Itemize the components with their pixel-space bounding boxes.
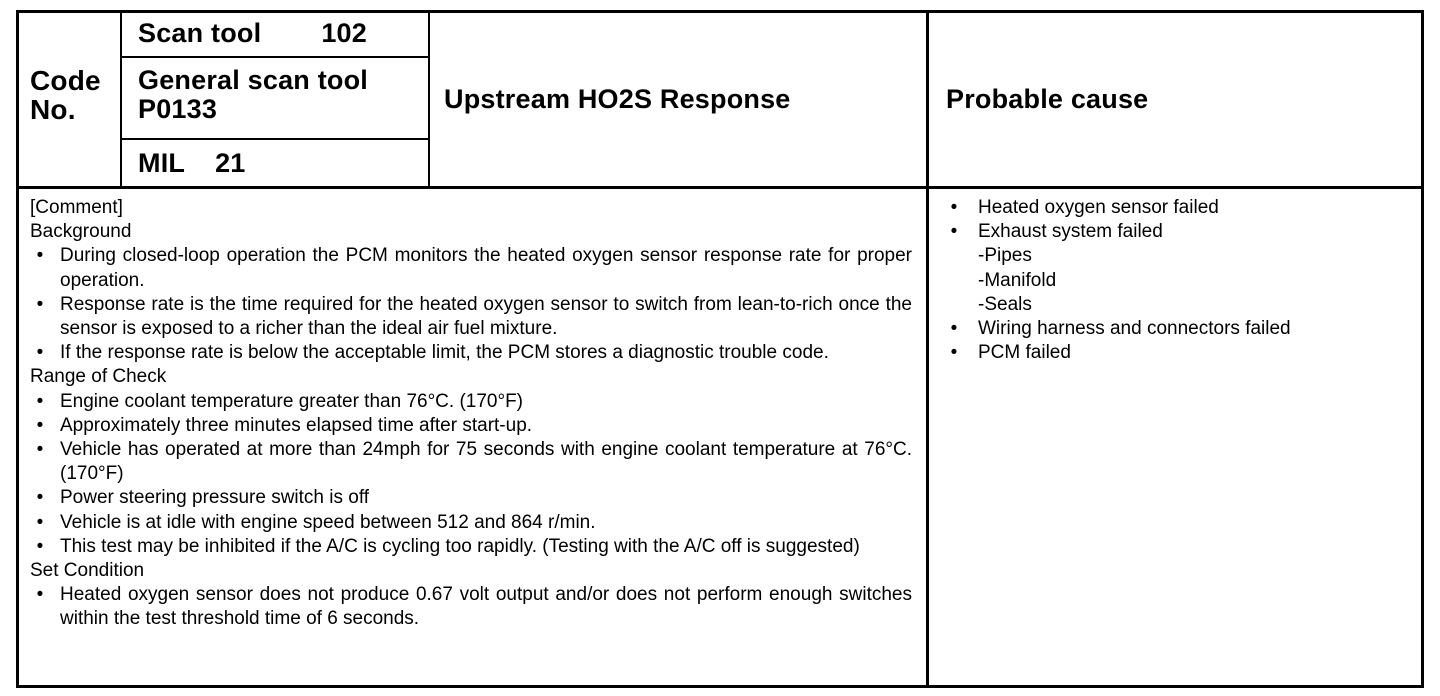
bullet-icon: • <box>950 318 958 340</box>
list-item-text: Response rate is the time required for the heated oxygen sensor to switch from lean-to-rich once the sensor is exposed to a richer than the ideal air fuel mixture. <box>60 293 912 340</box>
list-item-text: Exhaust system failed <box>978 221 1163 243</box>
bullet-icon: • <box>950 197 958 218</box>
divider <box>120 56 430 58</box>
scan-tool-label: Scan tool <box>138 18 262 48</box>
probable-cause-list <box>944 196 1414 365</box>
mil-label: MIL <box>138 148 186 178</box>
list-item-text: This test may be inhibited if the A/C is cycling too rapidly. (Testing with the A/C off is suggested) <box>60 535 860 557</box>
list-item <box>944 341 1414 365</box>
list-item-text: Vehicle has operated at more than 24mph for 75 seconds with engine coolant temperature at 76°C. (170°F) <box>60 439 912 485</box>
general-scan-tool-cell <box>138 66 368 124</box>
range-heading: Range of Check <box>30 366 167 388</box>
list-item <box>944 317 1414 341</box>
bullet-icon: • <box>36 342 44 364</box>
divider <box>428 10 430 188</box>
bullet-icon: • <box>950 342 958 364</box>
comment-section <box>30 196 912 632</box>
divider <box>16 186 1424 189</box>
list-item-text: Vehicle is at idle with engine speed between 512 and 864 r/min. <box>60 511 596 533</box>
comment-label: [Comment] <box>30 197 123 218</box>
mil-cell <box>138 146 246 180</box>
list-item <box>30 438 912 486</box>
probable-cause-heading: Probable cause <box>946 84 1149 114</box>
sub-list-item-text: -Manifold <box>978 269 1057 291</box>
list-item <box>30 535 912 559</box>
list-item <box>30 414 912 438</box>
bullet-icon: • <box>36 487 44 509</box>
scan-tool-cell <box>138 16 367 50</box>
list-item-text: PCM failed <box>978 342 1071 364</box>
bullet-icon: • <box>36 439 44 461</box>
list-item <box>30 390 912 414</box>
divider <box>926 10 929 688</box>
bullet-icon: • <box>950 221 958 243</box>
code-no-label <box>30 66 101 124</box>
set-condition-heading: Set Condition <box>30 560 145 582</box>
list-item <box>30 341 912 365</box>
bullet-icon: • <box>36 414 44 436</box>
list-item <box>944 196 1414 220</box>
code-no-line: No. <box>30 94 76 125</box>
bullet-icon: • <box>36 293 44 315</box>
divider <box>120 10 122 188</box>
list-item-text: If the response rate is below the acceptable limit, the PCM stores a diagnostic trouble code. <box>60 342 829 364</box>
list-item-text: Power steering pressure switch is off <box>60 487 370 509</box>
sub-list-item <box>944 269 1414 293</box>
list-item-text: Wiring harness and connectors failed <box>978 318 1291 340</box>
bullet-icon: • <box>36 245 44 267</box>
bullet-icon: • <box>36 390 44 412</box>
list-item-text: Heated oxygen sensor failed <box>978 197 1219 218</box>
list-item <box>30 486 912 510</box>
list-item <box>30 293 912 341</box>
list-item <box>944 220 1414 244</box>
general-scan-tool-value: P0133 <box>138 94 218 124</box>
list-item-text: Approximately three minutes elapsed time after start-up. <box>60 414 533 436</box>
list-item-text: Heated oxygen sensor does not produce 0.67 volt output and/or does not perform enough switches within the test threshold time of 6 seconds. <box>60 584 912 630</box>
code-no-line: Code <box>30 65 101 96</box>
sub-list-item-text: -Pipes <box>978 245 1032 267</box>
list-item-text: During closed-loop operation the PCM monitors the heated oxygen sensor response rate for proper operation. <box>60 245 912 291</box>
list-item <box>30 583 912 631</box>
sub-list-item-text: -Seals <box>978 293 1032 315</box>
list-item-text: Engine coolant temperature greater than 76°C. (170°F) <box>60 390 524 412</box>
scan-tool-value: 102 <box>321 18 367 48</box>
list-item <box>30 511 912 535</box>
bullet-icon: • <box>36 584 44 606</box>
divider <box>120 138 430 140</box>
bullet-icon: • <box>36 535 44 557</box>
background-heading: Background <box>30 221 132 243</box>
list-item <box>30 244 912 292</box>
mil-value: 21 <box>215 148 246 178</box>
bullet-icon: • <box>36 511 44 533</box>
general-scan-tool-label: General scan tool <box>138 65 368 95</box>
sub-list-item <box>944 244 1414 268</box>
sub-list-item <box>944 293 1414 317</box>
dtc-title: Upstream HO2S Response <box>444 84 791 114</box>
